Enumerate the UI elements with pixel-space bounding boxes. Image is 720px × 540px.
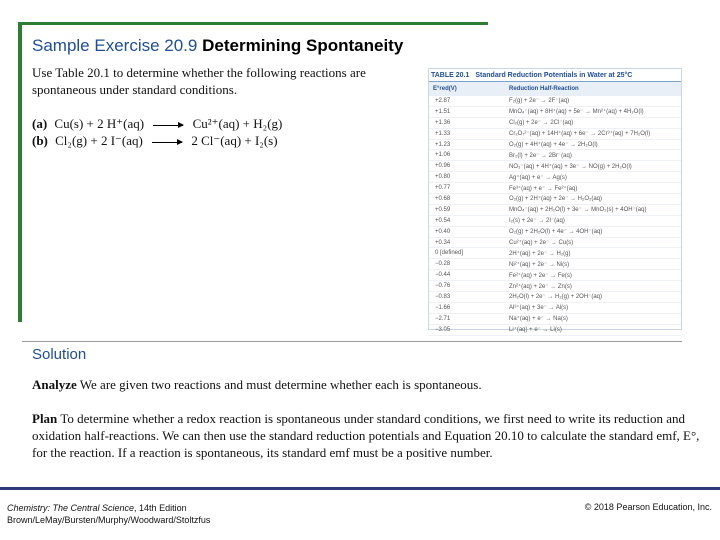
row-half-reaction: Ni²⁺(aq) + 2e⁻ → Ni(s) [509, 261, 570, 268]
row-half-reaction: O₂(g) + 2H₂O(l) + 4e⁻ → 4OH⁻(aq) [509, 229, 603, 236]
footer-copyright: © 2018 Pearson Education, Inc. [584, 502, 712, 512]
slide-frame-top [18, 22, 488, 25]
slide-title [32, 36, 403, 56]
row-half-reaction: O₂(g) + 2H⁺(aq) + 2e⁻ → H₂O₂(aq) [509, 196, 603, 203]
table-row [429, 270, 681, 281]
row-half-reaction: Fe³⁺(aq) + e⁻ → Fe²⁺(aq) [509, 185, 578, 192]
table-row [429, 161, 681, 172]
book-title: Chemistry: The Central Science [7, 503, 135, 513]
analyze-label: Analyze [32, 377, 77, 392]
row-half-reaction: 2H⁺(aq) + 2e⁻ → H₂(g) [509, 250, 571, 257]
intro-text: Use Table 20.1 to determine whether the following reactions are spontaneous under standard conditions. [32, 65, 366, 97]
row-potential: +0.96 [435, 163, 451, 170]
reaction-label: (b) [32, 133, 48, 148]
table-row [429, 96, 681, 107]
analyze-text: We are given two reactions and must determine whether each is spontaneous. [79, 377, 482, 392]
row-potential: −0.28 [435, 261, 451, 268]
row-potential: +0.68 [435, 195, 451, 202]
table-row [429, 194, 681, 205]
row-half-reaction: Al³⁺(aq) + 3e⁻ → Al(s) [509, 305, 569, 312]
table-row [429, 107, 681, 118]
row-half-reaction: Fe²⁺(aq) + 2e⁻ → Fe(s) [509, 272, 572, 279]
column-header-half-reaction: Reduction Half-Reaction [509, 86, 579, 92]
plan-text: To determine whether a redox reaction is spontaneous under standard conditions, we first need to write its reduction and oxidation half-reactions. We can then use the standard reduction potentials and Equation 20.10 to calculate the standard emf, E°, for the reaction. If a reaction is spontaneous, its standard emf must be a positive number. [32, 411, 700, 460]
row-half-reaction: NO₃⁻(aq) + 4H⁺(aq) + 3e⁻ → NO(g) + 2H₂O(l) [509, 163, 632, 170]
table-row [429, 227, 681, 238]
row-half-reaction: MnO₄⁻(aq) + 2H₂O(l) + 3e⁻ → MnO₂(s) + 4OH⁻(aq) [509, 207, 647, 214]
divider [22, 341, 682, 342]
row-half-reaction: O₂(g) + 4H⁺(aq) + 4e⁻ → 2H₂O(l) [509, 142, 598, 148]
row-half-reaction: 2H₂O(l) + 2e⁻ → H₂(g) + 2OH⁻(aq) [509, 294, 603, 301]
row-potential: +2.87 [435, 97, 451, 104]
table-row [429, 248, 681, 259]
row-half-reaction: I₂(s) + 2e⁻ → 2I⁻(aq) [509, 218, 565, 225]
row-half-reaction: Cl₂(g) + 2e⁻ → 2Cl⁻(aq) [509, 120, 574, 127]
table-row [429, 205, 681, 216]
table-row [429, 281, 681, 292]
table-row [429, 150, 681, 161]
row-potential: +1.36 [435, 119, 451, 126]
footer-divider [0, 487, 720, 490]
slide-frame-left [18, 22, 22, 322]
book-edition: , 14th Edition [134, 503, 187, 513]
table-row [429, 314, 681, 325]
row-potential: +1.51 [435, 108, 451, 115]
arrow-icon [152, 142, 182, 143]
reaction-label: (a) [32, 116, 48, 131]
title-prefix: Sample Exercise 20.9 [32, 36, 198, 55]
table-number: TABLE 20.1 [431, 71, 470, 79]
row-potential: +0.59 [435, 206, 451, 213]
plan-label: Plan [32, 411, 58, 426]
reduction-potentials-table [428, 68, 682, 334]
row-half-reaction: Br₂(l) + 2e⁻ → 2Br⁻(aq) [509, 152, 572, 159]
reaction-right: 2 Cl⁻(aq) + I₂(s) [191, 133, 278, 148]
table-row [429, 325, 681, 336]
table-title: Standard Reduction Potentials in Water at 25°C [475, 71, 633, 79]
table-row [429, 259, 681, 270]
row-half-reaction: Zn²⁺(aq) + 2e⁻ → Zn(s) [509, 283, 572, 290]
table-row [429, 172, 681, 183]
table-body [429, 96, 681, 336]
row-half-reaction: Cr₂O₇²⁻(aq) + 14H⁺(aq) + 6e⁻ → 2Cr³⁺(aq) + 7H₂O(l) [509, 131, 651, 138]
table-row [429, 183, 681, 194]
row-half-reaction: F₂(g) + 2e⁻ → 2F⁻(aq) [509, 98, 570, 105]
table-row [429, 118, 681, 129]
row-half-reaction: Cu²⁺(aq) + 2e⁻ → Cu(s) [509, 240, 574, 247]
table-row [429, 129, 681, 140]
table-row [429, 303, 681, 314]
row-potential: +1.23 [435, 141, 451, 148]
table-column-headers [429, 82, 681, 96]
row-potential: −3.05 [435, 326, 451, 333]
column-header-potential: E°red(V) [433, 86, 457, 92]
row-potential: 0 [defined] [435, 250, 464, 257]
analyze-paragraph [32, 376, 704, 393]
row-half-reaction: Ag⁺(aq) + e⁻ → Ag(s) [509, 174, 567, 181]
row-half-reaction: MnO₄⁻(aq) + 8H⁺(aq) + 5e⁻ → Mn²⁺(aq) + 4H₂O(l) [509, 109, 644, 116]
row-potential: −1.66 [435, 304, 451, 311]
solution-heading: Solution [32, 346, 87, 363]
row-potential: +0.54 [435, 217, 451, 224]
reaction-left: Cu(s) + 2 H⁺(aq) [54, 116, 145, 131]
row-potential: +0.77 [435, 185, 451, 192]
table-row [429, 216, 681, 227]
table-header [429, 69, 681, 82]
row-half-reaction: Na⁺(aq) + e⁻ → Na(s) [509, 316, 568, 323]
row-potential: +1.06 [435, 152, 451, 159]
book-authors: Brown/LeMay/Bursten/Murphy/Woodward/Stoltzfus [7, 515, 211, 525]
arrow-icon [153, 125, 183, 126]
footer-citation [7, 502, 210, 526]
row-potential: −0.44 [435, 272, 451, 279]
reaction-b [32, 133, 278, 149]
row-potential: −0.83 [435, 293, 451, 300]
plan-paragraph [32, 410, 704, 461]
row-potential: +0.34 [435, 239, 451, 246]
row-potential: −0.76 [435, 283, 451, 290]
row-potential: −2.71 [435, 315, 451, 322]
reaction-left: Cl₂(g) + 2 I⁻(aq) [55, 133, 143, 148]
row-potential: +1.33 [435, 130, 451, 137]
reaction-a [32, 116, 282, 132]
table-row [429, 140, 681, 151]
table-row [429, 292, 681, 303]
row-potential: +0.40 [435, 228, 451, 235]
table-row [429, 238, 681, 249]
row-half-reaction: Li⁺(aq) + e⁻ → Li(s) [509, 327, 562, 334]
title-text: Determining Spontaneity [202, 36, 404, 55]
reaction-right: Cu²⁺(aq) + H₂(g) [192, 116, 283, 131]
row-potential: +0.80 [435, 174, 451, 181]
